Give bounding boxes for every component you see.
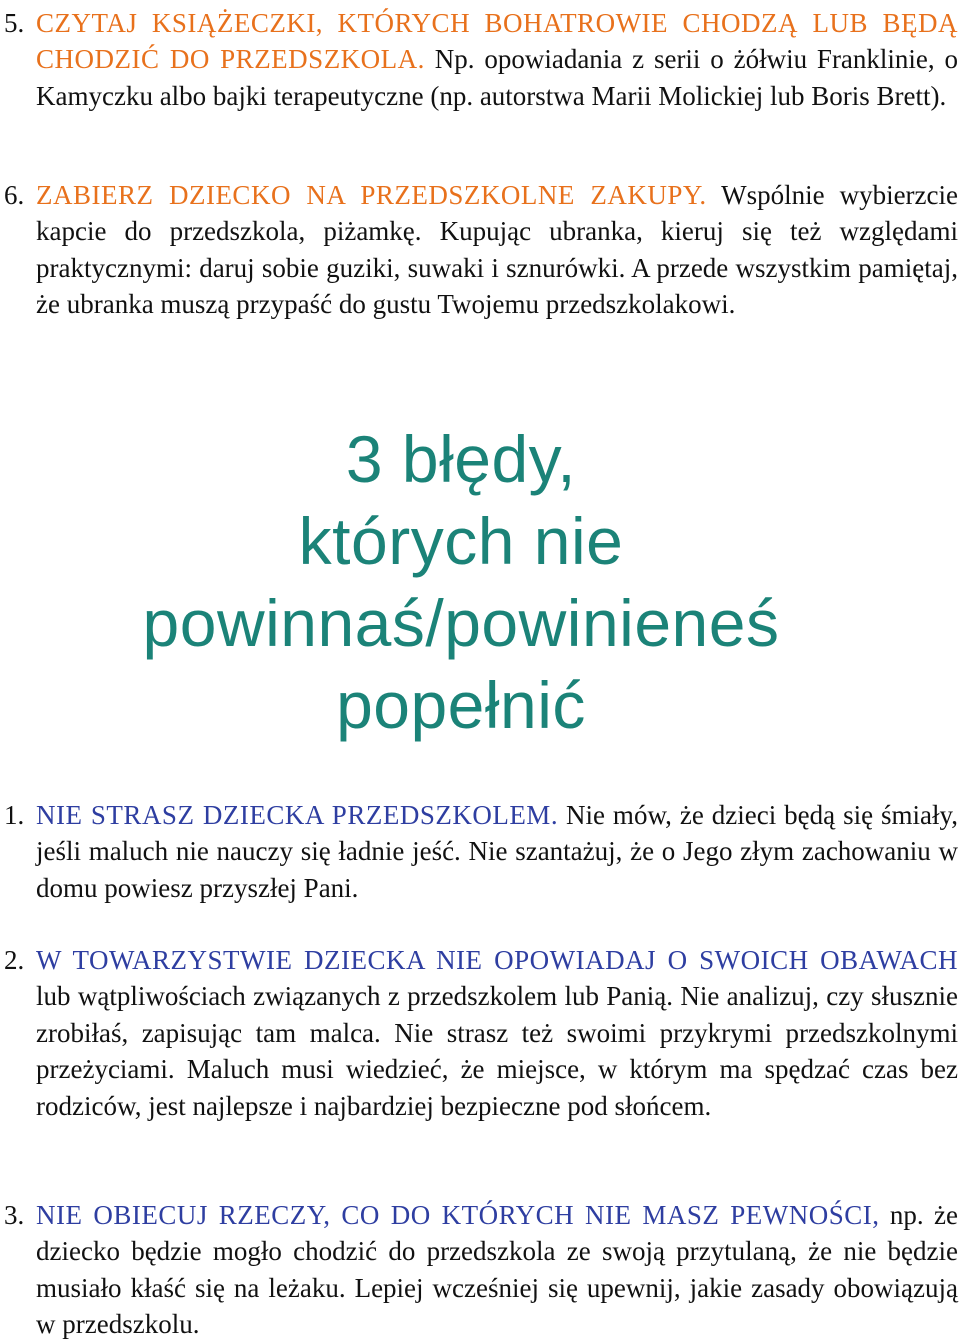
section-title-line: popełnić: [336, 668, 586, 742]
mistake-body: [36, 797, 958, 906]
tip-text: Wspólnie wybierzcie kapcie do przedszkola, piżamkę. Kupując ubranka, kieruj się też względami praktycznymi: daruj sobie guziki, suwaki i sznurówki. A przede wszystkim pamiętaj, że ubranka muszą przypaść do gustu Twojemu przedszkolakowi.: [36, 180, 959, 320]
mistake-1: [0, 797, 958, 906]
mistake-number: 1.: [4, 800, 25, 830]
tip-heading: CZYTAJ KSIĄŻECZKI, KTÓRYCH BOHATROWIE CHODZĄ LUB BĘDĄ CHODZIĆ DO PRZEDSZKOLA.: [36, 8, 958, 75]
section-title-line: których nie: [298, 504, 624, 578]
section-title: [0, 418, 922, 746]
tip-heading: ZABIERZ DZIECKO NA PRZEDSZKOLNE ZAKUPY.: [36, 180, 707, 210]
mistake-text: lub wątpliwościach związanych z przedszkolem lub Panią. Nie analizuj, czy słusznie zrobiłaś, zapisując tam malca. Nie strasz też swoimi przykrymi przedszkolnymi przeżyciami. Maluch musi wiedzieć, że miejsce, w którym ma spędzać czas bez rodziców, jest najlepsze i najbardziej bezpieczne pod słońcem.: [36, 981, 958, 1121]
tip-5: [0, 5, 958, 114]
mistake-3: [0, 1197, 958, 1343]
section-title-line: powinnaś/powinieneś: [142, 586, 780, 660]
mistake-body: [36, 1197, 958, 1343]
tip-number: 6.: [4, 180, 25, 210]
mistake-heading: NIE OBIECUJ RZECZY, CO DO KTÓRYCH NIE MASZ PEWNOŚCI,: [36, 1200, 880, 1230]
mistake-body: [36, 942, 958, 1124]
tip-text: Np. opowiadania z serii o żółwiu Franklinie, o Kamyczku albo bajki terapeutyczne (np. autorstwa Marii Molickiej lub Boris Brett).: [36, 44, 958, 111]
mistake-number: 2.: [4, 945, 25, 975]
tip-body: [36, 5, 958, 114]
mistake-2: [0, 942, 958, 1124]
section-title-line: 3 błędy,: [345, 422, 577, 496]
tip-number: 5.: [4, 8, 25, 38]
mistake-text: Nie mów, że dzieci będą się śmiały, jeśli maluch nie nauczy się ładnie jeść. Nie szantażuj, że o Jego złym zachowaniu w domu powiesz przyszłej Pani.: [36, 800, 958, 903]
mistake-text: np. że dziecko będzie mogło chodzić do przedszkola ze swoją przytulaną, że nie będzie musiało kłaść się na leżaku. Lepiej wcześniej się upewnij, jakie zasady obowiązują w przedszkolu.: [36, 1200, 958, 1340]
mistake-heading: NIE STRASZ DZIECKA PRZEDSZKOLEM.: [36, 800, 559, 830]
tip-body: [36, 177, 958, 323]
mistake-heading: W TOWARZYSTWIE DZIECKA NIE OPOWIADAJ O SWOICH OBAWACH: [36, 945, 958, 975]
tip-6: [0, 177, 958, 323]
mistake-number: 3.: [4, 1200, 25, 1230]
